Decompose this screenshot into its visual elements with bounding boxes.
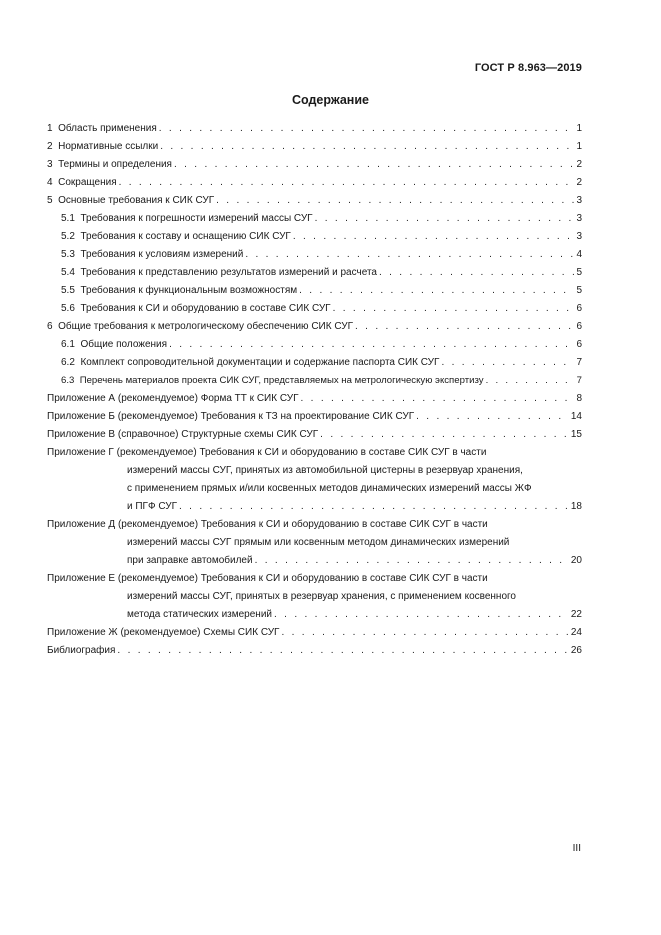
- toc-title: Основные требования к СИК СУГ: [58, 195, 215, 206]
- toc-page: 1: [576, 123, 582, 134]
- toc-appendix-g[interactable]: [47, 444, 582, 516]
- toc-page: 26: [570, 645, 582, 656]
- toc-title-continued: измерений массы СУГ, принятых в резервуар хранения, с применением косвенного: [127, 591, 516, 602]
- toc-title: Приложение Ж (рекомендуемое) Схемы СИК СУГ: [47, 627, 280, 638]
- toc-title: Приложение А (рекомендуемое) Форма ТТ к СИК СУГ: [47, 393, 299, 404]
- toc-number: 5.6: [61, 303, 75, 314]
- toc-subentry[interactable]: [47, 228, 582, 246]
- toc-subentry[interactable]: [47, 354, 582, 372]
- toc-number: 2: [47, 141, 53, 152]
- toc-page: 6: [576, 339, 582, 350]
- toc-title: Термины и определения: [58, 159, 172, 170]
- toc-title: Требования к условиям измерений: [80, 249, 244, 260]
- toc-title-continued: метода статических измерений: [127, 609, 272, 620]
- toc-page: 15: [570, 429, 582, 440]
- toc-appendix-d[interactable]: [47, 516, 582, 570]
- standard-number: ГОСТ Р 8.963—2019: [474, 62, 582, 74]
- toc-number: 6.2: [61, 357, 75, 368]
- toc-appendix-e[interactable]: [47, 570, 582, 624]
- toc-subentry[interactable]: [47, 300, 582, 318]
- leader-dots: [416, 408, 569, 426]
- toc-number: 5.4: [61, 267, 75, 278]
- toc-title: Требования к функциональным возможностям: [80, 285, 298, 296]
- toc-page: 7: [576, 375, 582, 386]
- toc-entry[interactable]: [47, 192, 582, 210]
- leader-dots: [299, 282, 574, 300]
- leader-dots: [216, 192, 574, 210]
- leader-dots: [117, 642, 568, 660]
- toc-title: Область применения: [58, 123, 157, 134]
- toc-number: 5: [47, 195, 53, 206]
- toc-title: Приложение Е (рекомендуемое) Требования к СИ и оборудованию в составе СИК СУГ в части: [47, 573, 488, 584]
- page-number: III: [572, 843, 581, 854]
- toc-number: 3: [47, 159, 53, 170]
- toc-page: 14: [570, 411, 582, 422]
- toc-subentry[interactable]: [47, 210, 582, 228]
- leader-dots: [320, 426, 569, 444]
- toc-title: Приложение Д (рекомендуемое) Требования к СИ и оборудованию в составе СИК СУГ в части: [47, 519, 488, 530]
- toc-appendix-zh[interactable]: [47, 624, 582, 642]
- toc-number: 6.3: [61, 375, 75, 386]
- toc-number: 4: [47, 177, 53, 188]
- leader-dots: [379, 264, 574, 282]
- toc-page: 20: [570, 555, 582, 566]
- toc-subentry[interactable]: [47, 246, 582, 264]
- leader-dots: [119, 174, 575, 192]
- toc-title: Библиография: [47, 645, 116, 656]
- toc-title-continued: измерений массы СУГ, принятых из автомобильной цистерны в резервуар хранения,: [127, 465, 523, 476]
- toc-page: 6: [576, 321, 582, 332]
- toc-title: Приложение Г (рекомендуемое) Требования к СИ и оборудованию в составе СИК СУГ в части: [47, 447, 487, 458]
- toc-title: Приложение Б (рекомендуемое) Требования к ТЗ на проектирование СИК СУГ: [47, 411, 415, 422]
- toc-page: 5: [576, 267, 582, 278]
- toc-appendix-b[interactable]: [47, 408, 582, 426]
- toc-title: Общие требования к метрологическому обеспечению СИК СУГ: [58, 321, 354, 332]
- leader-dots: [301, 390, 575, 408]
- toc-title: Требования к представлению результатов измерений и расчета: [80, 267, 377, 278]
- toc-subentry[interactable]: [47, 282, 582, 300]
- leader-dots: [441, 354, 574, 372]
- toc-page: 22: [570, 609, 582, 620]
- toc-title: Требования к погрешности измерений массы СУГ: [80, 213, 313, 224]
- leader-dots: [293, 228, 575, 246]
- toc-page: 6: [576, 303, 582, 314]
- leader-dots: [333, 300, 575, 318]
- toc-appendix-a[interactable]: [47, 390, 582, 408]
- leader-dots: [281, 624, 568, 642]
- toc-bibliography[interactable]: [47, 642, 582, 660]
- toc-title: Сокращения: [58, 177, 117, 188]
- leader-dots: [315, 210, 575, 228]
- toc-page: 3: [576, 231, 582, 242]
- toc-number: 5.5: [61, 285, 75, 296]
- toc-page: 24: [570, 627, 582, 638]
- toc-title: Требования к составу и оснащению СИК СУГ: [80, 231, 291, 242]
- toc-number: 5.2: [61, 231, 75, 242]
- toc-number: 6.1: [61, 339, 75, 350]
- toc-entry[interactable]: [47, 156, 582, 174]
- toc-title-continued: и ПГФ СУГ: [127, 501, 178, 512]
- toc-number: 5.1: [61, 213, 75, 224]
- page-title: Содержание: [291, 93, 369, 107]
- toc-entry[interactable]: [47, 318, 582, 336]
- leader-dots: [245, 246, 574, 264]
- toc-page: 5: [576, 285, 582, 296]
- toc-number: 1: [47, 123, 53, 134]
- toc-page: 2: [576, 177, 582, 188]
- toc-title-continued: измерений массы СУГ прямым или косвенным методом динамических измерений: [127, 537, 510, 548]
- toc-entry[interactable]: [47, 174, 582, 192]
- toc-page: 3: [576, 195, 582, 206]
- toc-page: 18: [570, 501, 582, 512]
- toc-page: 8: [576, 393, 582, 404]
- leader-dots: [160, 138, 574, 156]
- toc-title: Перечень материалов проекта СИК СУГ, представляемых на метрологическую экспертизу: [79, 375, 484, 386]
- toc-subentry[interactable]: [47, 336, 582, 354]
- toc-page: 4: [576, 249, 582, 260]
- leader-dots: [274, 606, 569, 624]
- toc-entry[interactable]: [47, 138, 582, 156]
- toc-subentry[interactable]: [47, 372, 582, 390]
- toc-title: Общие положения: [80, 339, 168, 350]
- toc-title: Приложение В (справочное) Структурные схемы СИК СУГ: [47, 429, 319, 440]
- toc-page: 3: [576, 213, 582, 224]
- toc-title: Нормативные ссылки: [58, 141, 159, 152]
- toc-page: 1: [576, 141, 582, 152]
- toc-appendix-v[interactable]: [47, 426, 582, 444]
- toc-page: 2: [576, 159, 582, 170]
- leader-dots: [159, 120, 575, 138]
- toc-title: Комплект сопроводительной документации и содержание паспорта СИК СУГ: [80, 357, 440, 368]
- toc-subentry[interactable]: [47, 264, 582, 282]
- toc-page: 7: [576, 357, 582, 368]
- leader-dots: [486, 372, 575, 390]
- table-of-contents: [47, 120, 582, 660]
- leader-dots: [355, 318, 574, 336]
- leader-dots: [179, 498, 569, 516]
- toc-number: 5.3: [61, 249, 75, 260]
- toc-number: 6: [47, 321, 53, 332]
- toc-entry[interactable]: [47, 120, 582, 138]
- toc-title-continued: с применением прямых и/или косвенных методов динамических измерений массы ЖФ: [127, 483, 532, 494]
- leader-dots: [174, 156, 574, 174]
- leader-dots: [169, 336, 574, 354]
- toc-title-continued: при заправке автомобилей: [127, 555, 253, 566]
- leader-dots: [255, 552, 569, 570]
- toc-title: Требования к СИ и оборудованию в составе СИК СУГ: [80, 303, 331, 314]
